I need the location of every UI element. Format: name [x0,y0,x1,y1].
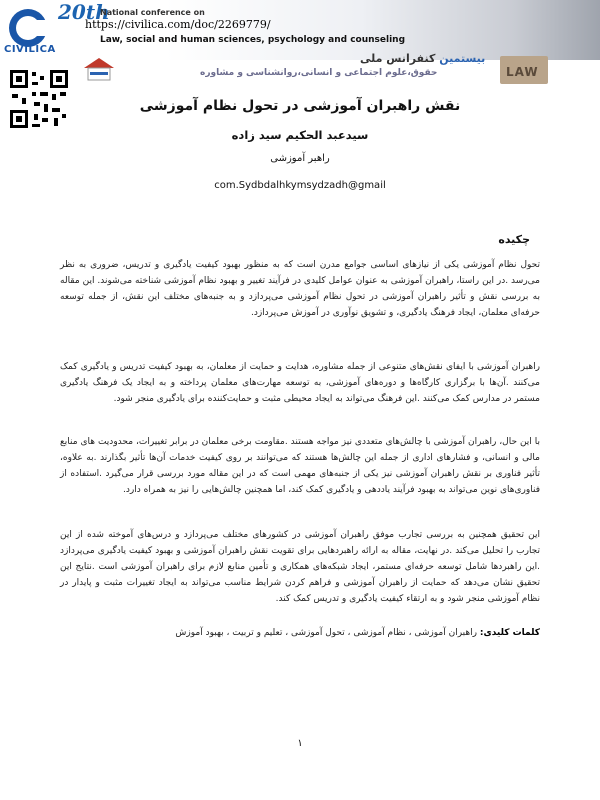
abstract-paragraph: راهبران آموزشی با ایفای نقش‌های متنوعی از جمله مشاوره، هدایت و حمایت از معلمان، به بهبود کیفیت تدریس و یادگیری کمک می‌کنند .آن‌ها با برگزاری کارگاه‌ها و دوره‌های آموزشی، به توسعه مهارت‌های معلمان پرداخته و به ایجاد یک فرهنگ یادگیری مستمر در مدارس کمک می‌کنند .این فرهنگ می‌تواند به ایجاد محیطی مثبت و حمایت‌کننده برای یادگیری منجر شود. [60,362,540,404]
keywords-list: راهبران آموزشی ، نظام آموزشی ، تحول آموزشی ، تعلیم و تربیت ، بهبود آموزش [175,628,477,638]
author-email: com.Sydbdalhkymsydzadh@gmail [214,180,386,191]
civilica-brand: CIVILICA [4,44,56,55]
document-url[interactable]: https://civilica.com/doc/2269779/ [85,18,271,31]
abstract-paragraph: این تحقیق همچنین به بررسی تجارب موفق راهبران آموزشی در کشورهای مختلف می‌پردازد و درس‌های آموخته شده از این تجارب را تحلیل می‌کند .در نهایت، مقاله به ارائه راهبردهایی برای تقویت نقش راهبران آموزشی و بهبود کیفیت یادگیری می‌پردازد .این راهبردها شامل توسعه حرفه‌ای مستمر، ایجاد شبکه‌های همکاری و تأمین منابع لازم برای راهبران آموزشی است .نتایج این تحقیق نشان می‌دهد که حمایت از راهبران آموزشی و فراهم کردن شرایط مناسب می‌تواند به ایجاد تغییرات مثبت و پایدار در نظام آموزشی منجر شود و به ارتقاء کیفیت یادگیری و تدریس کمک کند. [60,530,540,604]
keywords-line [150,628,540,638]
edition-badge: 20th [58,0,110,24]
abstract-paragraph: با این حال، راهبران آموزشی با چالش‌های متعددی نیز مواجه هستند .مقاومت برخی معلمان در برابر تغییرات، محدودیت های منابع مالی و انسانی، و فشارهای اداری از جمله این چالش‌ها هستند که می‌توانند بر روی کیفیت خدمات آن‌ها تأثیر بگذارند .به علاوه، تأثیر فناوری بر نقش راهبران آموزشی نیز یکی از جنبه‌های مهمی است که در این مقاله مورد بررسی قرار می‌گیرد .استفاده از فناوری‌های نوین می‌تواند به بهبود فرآیند یاددهی و یادگیری کمک کند، اما همچنین چالش‌هایی را نیز به همراه دارد. [60,437,540,495]
conference-title-fa [360,52,485,65]
page-number: ۱ [297,738,303,749]
abstract-heading: چکیده [498,233,530,246]
conference-banner [0,0,600,95]
qr-code-icon[interactable] [8,68,70,130]
paper-title: نقش راهبران آموزشی در تحول نظام آموزشی [139,98,461,114]
conference-edition-fa: بیستمین [439,52,486,65]
conference-subtitle-fa: حقوق،علوم اجتماعی و انسانی،روانشناسی و مشاوره [200,68,438,78]
conference-name-fa: کنفرانس ملی [360,52,436,65]
author-affiliation: راهبر آموزشی [270,153,330,164]
author-name: سیدعبد الحکیم سید زاده [231,128,369,142]
law-badge: LAW [506,65,539,79]
abstract-paragraph: تحول نظام آموزشی یکی از نیازهای اساسی جوامع مدرن است که به منظور بهبود کیفیت یادگیری و تدریس، ضروری به نظر می‌رسد .در این راستا، راهبران آموزشی به عنوان عوامل کلیدی در فرآیند تغییر و بهبود نظام آموزشی شناخته می‌شوند. این مقاله به بررسی نقش و تأثیر راهبران آموزشی در تحول نظام آموزشی می‌پردازد و به جنبه‌های مختلف این نقش، از جمله توسعه حرفه‌ای معلمان، ایجاد فرهنگ یادگیری، و تشویق نوآوری در آموزش می‌پردازد. [60,260,540,318]
conference-logo-icon [82,56,116,82]
keywords-label: کلمات کلیدی: [479,628,540,638]
conference-title-small: National conference on [100,8,205,17]
conference-title-en: Law, social and human sciences, psychology and counseling [100,35,406,45]
